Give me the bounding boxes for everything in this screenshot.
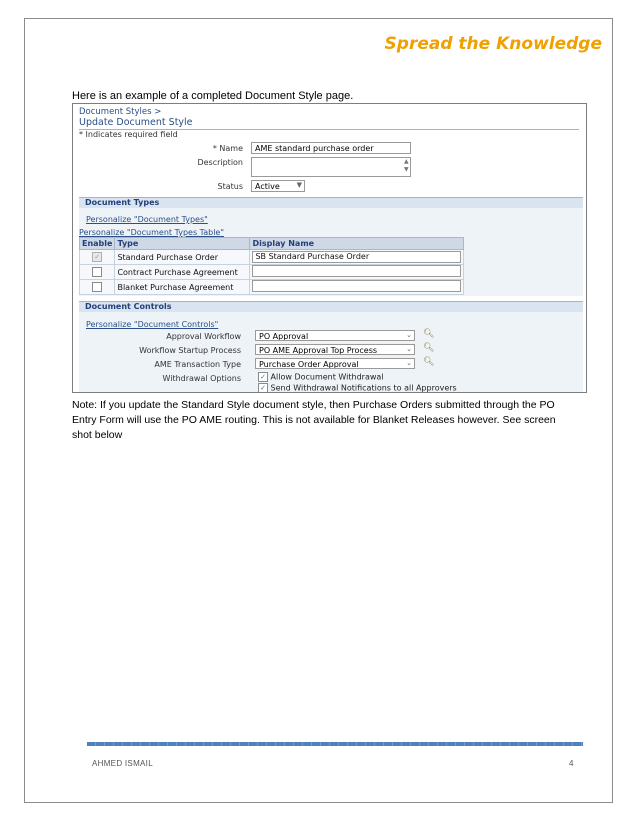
status-value: Active xyxy=(255,182,280,191)
personalize-document-types-link[interactable]: Personalize "Document Types" xyxy=(86,215,208,224)
ame-transaction-type-select[interactable] xyxy=(255,358,415,369)
document-style-screenshot xyxy=(72,103,587,393)
allow-withdrawal-label: Allow Document Withdrawal xyxy=(270,372,384,382)
personalize-document-types-table-link[interactable]: Personalize "Document Types Table" xyxy=(79,228,225,237)
withdrawal-options-label: Withdrawal Options xyxy=(162,374,241,383)
enable-checkbox[interactable] xyxy=(92,282,102,292)
name-input[interactable]: AME standard purchase order xyxy=(251,142,411,154)
document-types-table xyxy=(79,237,464,295)
startup-process-value: PO AME Approval Top Process xyxy=(259,346,378,355)
table-row xyxy=(80,280,464,295)
document-types-header: Document Types xyxy=(79,197,583,208)
footer-divider xyxy=(87,742,583,746)
type-cell: Contract Purchase Agreement xyxy=(115,265,250,280)
send-notifications-option[interactable] xyxy=(258,383,457,393)
personalize-document-controls-link[interactable]: Personalize "Document Controls" xyxy=(86,320,219,329)
breadcrumb[interactable]: Document Styles > xyxy=(79,107,162,117)
search-icon[interactable]: 🔍︎ xyxy=(423,329,435,339)
description-textarea[interactable] xyxy=(251,157,411,177)
footer-author: AHMED ISMAIL xyxy=(92,759,153,768)
chevron-down-icon: ⌄ xyxy=(406,359,412,367)
approval-workflow-label: Approval Workflow xyxy=(166,332,241,341)
document-controls-header: Document Controls xyxy=(79,301,583,312)
footer-page-number: 4 xyxy=(569,759,574,768)
send-notifications-checkbox[interactable]: ✓ xyxy=(258,383,268,393)
type-cell: Standard Purchase Order xyxy=(115,250,250,265)
header-title: Spread the Knowledge xyxy=(384,34,602,54)
enable-checkbox[interactable] xyxy=(92,267,102,277)
intro-text: Here is an example of a completed Document Style page. xyxy=(72,90,354,102)
search-icon[interactable]: 🔍︎ xyxy=(423,343,435,353)
chevron-down-icon: ▼ xyxy=(296,181,302,189)
enable-checkbox[interactable]: ✓ xyxy=(92,252,102,262)
ame-transaction-type-label: AME Transaction Type xyxy=(154,360,241,369)
name-label: * Name xyxy=(212,144,243,153)
status-select[interactable] xyxy=(251,180,305,192)
table-row xyxy=(80,265,464,280)
chevron-down-icon: ⌄ xyxy=(406,345,412,353)
type-cell: Blanket Purchase Agreement xyxy=(115,280,250,295)
chevron-down-icon: ⌄ xyxy=(406,331,412,339)
status-label: Status xyxy=(217,182,243,191)
required-hint: * Indicates required field xyxy=(79,130,178,139)
ame-transaction-type-value: Purchase Order Approval xyxy=(259,360,359,369)
startup-process-label: Workflow Startup Process xyxy=(139,346,241,355)
display-name-input[interactable] xyxy=(252,280,461,292)
note-paragraph: Note: If you update the Standard Style document style, then Purchase Orders submitted through the PO Entry Form will use the PO AME routing. This is not available for Blanket Releases however. See screen shot below xyxy=(72,399,556,441)
column-header-enable: Enable xyxy=(80,238,115,250)
display-name-input[interactable]: SB Standard Purchase Order xyxy=(252,251,461,263)
startup-process-select[interactable] xyxy=(255,344,415,355)
approval-workflow-value: PO Approval xyxy=(259,332,309,341)
send-notifications-label: Send Withdrawal Notifications to all Approvers xyxy=(270,383,457,393)
column-header-type: Type xyxy=(115,238,250,250)
table-row xyxy=(80,250,464,265)
allow-withdrawal-checkbox[interactable]: ✓ xyxy=(258,372,268,382)
approval-workflow-select[interactable] xyxy=(255,330,415,341)
display-name-input[interactable] xyxy=(252,265,461,277)
allow-withdrawal-option[interactable] xyxy=(258,372,384,382)
description-label: Description xyxy=(197,158,243,167)
page-title: Update Document Style xyxy=(79,117,579,130)
column-header-display-name: Display Name xyxy=(250,238,464,250)
search-icon[interactable]: 🔍︎ xyxy=(423,357,435,367)
textarea-scroll-icon[interactable]: ▲ ▼ xyxy=(404,158,409,173)
